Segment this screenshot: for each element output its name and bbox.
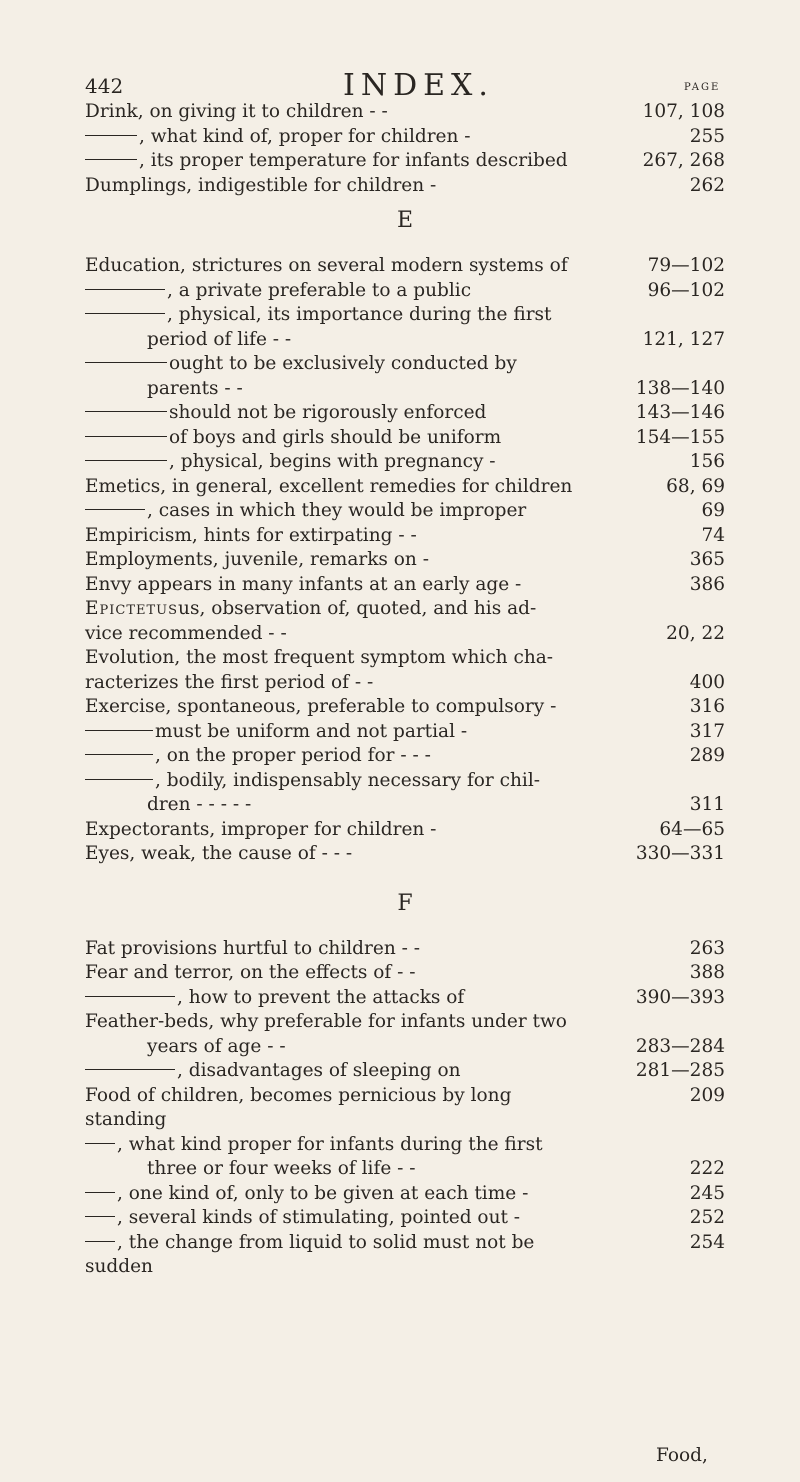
section-letter: E	[396, 208, 414, 233]
page-number: 442	[85, 74, 124, 98]
entry-pages: 107, 108	[642, 101, 725, 122]
entry-text: should not be rigorously enforced	[169, 402, 487, 423]
entry-pages: 262	[689, 174, 725, 196]
index-entry	[85, 548, 725, 573]
entry-pages: 254	[689, 1231, 725, 1253]
ditto-dash	[85, 1069, 175, 1070]
entry-pages: 96—102	[647, 279, 725, 301]
index-entry	[85, 720, 725, 745]
entry-text: Emetics, in general, excellent remedies for children	[85, 475, 573, 497]
entry-text: Exercise, spontaneous, preferable to compulsory -	[85, 696, 557, 717]
entry-text: parents - -	[147, 377, 243, 399]
section-letter: F	[397, 890, 413, 916]
entry-pages: 330—331	[635, 843, 725, 864]
entry-text: three or four weeks of life - -	[147, 1158, 416, 1179]
entry-pages: 316	[689, 696, 725, 717]
index-entry	[85, 377, 725, 402]
entry-text: , what kind proper for infants during the first	[117, 1133, 543, 1155]
entry-pages: 79—102	[647, 255, 725, 276]
index-entry	[85, 174, 725, 199]
entry-pages: 400	[689, 671, 725, 693]
entry-text: Fear and terror, on the effects of - -	[85, 962, 416, 983]
entry-text: , cases in which they would be improper	[147, 500, 527, 521]
entry-text: , its proper temperature for infants described	[139, 150, 568, 171]
ditto-dash	[85, 289, 165, 290]
entry-text: , disadvantages of sleeping on	[177, 1060, 461, 1081]
entry-text: Drink, on giving it to children - -	[85, 101, 388, 122]
index-entry	[85, 1010, 725, 1035]
entry-text: vice recommended - -	[85, 622, 287, 644]
entry-text: , bodily, indispensably necessary for chil-	[155, 769, 541, 791]
entry-text: years of age - -	[147, 1035, 286, 1057]
entry-text: Education, strictures on several modern systems of	[85, 255, 568, 276]
entry-text: , how to prevent the attacks of	[177, 986, 465, 1008]
entry-text: , a private preferable to a public	[167, 279, 472, 301]
ditto-dash	[85, 159, 137, 160]
index-entry	[85, 597, 725, 622]
entry-text: , the change from liquid to solid must not be sudden	[85, 1231, 535, 1277]
index-entry	[85, 961, 725, 986]
entry-text: , on the proper period for - - -	[155, 745, 431, 766]
index-entry	[85, 149, 725, 174]
entry-text: Fat provisions hurtful to children - -	[85, 937, 420, 959]
index-entry	[85, 646, 725, 671]
entry-pages: 20, 22	[666, 622, 725, 644]
page-column-label: PAGE	[684, 82, 721, 93]
ditto-dash	[85, 135, 137, 136]
entry-text: Dumplings, indigestible for children -	[85, 174, 437, 196]
index-entry	[85, 1157, 725, 1182]
entry-text: racterizes the first period of - -	[85, 671, 374, 693]
index-entry	[85, 671, 725, 696]
index-entry	[85, 499, 725, 524]
ditto-dash	[85, 460, 167, 461]
entry-pages: 289	[689, 745, 725, 766]
entry-pages: 156	[689, 451, 725, 472]
entry-pages: 390—393	[635, 986, 725, 1008]
catchword: Food,	[656, 1445, 708, 1466]
ditto-dash	[85, 1216, 115, 1217]
entry-pages: 69	[701, 500, 725, 521]
index-entry	[85, 937, 725, 962]
entry-text: Feather-beds, why preferable for infants under two	[85, 1011, 567, 1032]
entry-pages: 283—284	[635, 1035, 725, 1057]
index-entry	[85, 352, 725, 377]
entry-text: us, observation of, quoted, and his ad-	[178, 598, 537, 619]
ditto-dash	[85, 754, 153, 755]
index-entry	[85, 793, 725, 818]
entry-text: Food of children, becomes pernicious by long standing	[85, 1084, 512, 1130]
entry-pages: 245	[689, 1182, 725, 1204]
entry-pages: 222	[689, 1158, 725, 1179]
entry-text: , physical, its importance during the first	[167, 304, 552, 325]
entry-pages: 317	[689, 720, 725, 742]
ditto-dash	[85, 362, 167, 363]
entry-pages: 74	[701, 524, 725, 546]
entry-pages: 121, 127	[642, 328, 725, 350]
index-entry	[85, 254, 725, 279]
entry-text: , several kinds of stimulating, pointed out -	[117, 1207, 521, 1228]
entry-text: , one kind of, only to be given at each time -	[117, 1182, 529, 1204]
entry-pages: 263	[689, 937, 725, 959]
entry-text: , what kind of, proper for children -	[139, 125, 471, 147]
entry-text: Expectorants, improper for children -	[85, 818, 437, 840]
index-entry	[85, 1084, 725, 1133]
index-entry	[85, 744, 725, 769]
index-entries	[85, 100, 725, 1280]
ditto-dash	[85, 1192, 115, 1193]
entry-pages: 386	[689, 573, 725, 595]
index-entry	[85, 328, 725, 353]
ditto-dash	[85, 436, 167, 437]
entry-pages: 255	[689, 125, 725, 147]
entry-pages: 281—285	[635, 1060, 725, 1081]
index-entry	[85, 818, 725, 843]
entry-pages: 143—146	[635, 402, 725, 423]
entry-pages: 154—155	[635, 426, 725, 448]
ditto-dash	[85, 1241, 115, 1242]
entry-pages: 68, 69	[666, 475, 725, 497]
ditto-dash	[85, 411, 167, 412]
index-entry	[85, 125, 725, 150]
entry-text: Envy appears in many infants at an early age -	[85, 573, 522, 595]
index-entry	[85, 695, 725, 720]
entry-pages: 365	[689, 549, 725, 570]
entry-pages: 138—140	[635, 377, 725, 399]
index-entry	[85, 401, 725, 426]
entry-pages: 252	[689, 1207, 725, 1228]
entry-text: Eyes, weak, the cause of - - -	[85, 843, 353, 864]
index-entry	[85, 100, 725, 125]
entry-text: ought to be exclusively conducted by	[169, 353, 517, 374]
index-entry	[85, 842, 725, 867]
ditto-dash	[85, 509, 145, 510]
index-entry	[85, 524, 725, 549]
entry-smallcaps-term: Epictetus	[85, 598, 179, 619]
entry-text: Evolution, the most frequent symptom which cha-	[85, 647, 554, 668]
ditto-dash	[85, 313, 165, 314]
index-entry	[85, 1035, 725, 1060]
index-entry	[85, 1206, 725, 1231]
ditto-dash	[85, 1143, 115, 1144]
entry-text: dren - - - - -	[147, 794, 252, 815]
index-entry	[85, 769, 725, 794]
ditto-dash	[85, 996, 175, 997]
index-entry	[85, 426, 725, 451]
entry-pages: 388	[689, 962, 725, 983]
ditto-dash	[85, 779, 153, 780]
index-entry	[85, 450, 725, 475]
index-entry	[85, 622, 725, 647]
index-entry	[85, 1231, 725, 1280]
index-entry	[85, 1133, 725, 1158]
index-entry	[85, 303, 725, 328]
entry-text: of boys and girls should be uniform	[169, 426, 502, 448]
index-entry	[85, 573, 725, 598]
entry-text: Employments, juvenile, remarks on -	[85, 549, 429, 570]
entry-text: must be uniform and not partial -	[155, 720, 468, 742]
entry-text: , physical, begins with pregnancy -	[169, 451, 496, 472]
entry-pages: 209	[689, 1084, 725, 1106]
entry-pages: 267, 268	[642, 150, 725, 171]
entry-text: period of life - -	[147, 328, 292, 350]
index-entry	[85, 475, 725, 500]
entry-pages: 64—65	[659, 818, 725, 840]
index-entry	[85, 986, 725, 1011]
entry-text: Empiricism, hints for extirpating - -	[85, 524, 417, 546]
running-title: INDEX.	[343, 68, 494, 103]
ditto-dash	[85, 730, 153, 731]
entry-pages: 311	[689, 794, 725, 815]
index-entry	[85, 279, 725, 304]
index-entry	[85, 1059, 725, 1084]
index-entry	[85, 1182, 725, 1207]
